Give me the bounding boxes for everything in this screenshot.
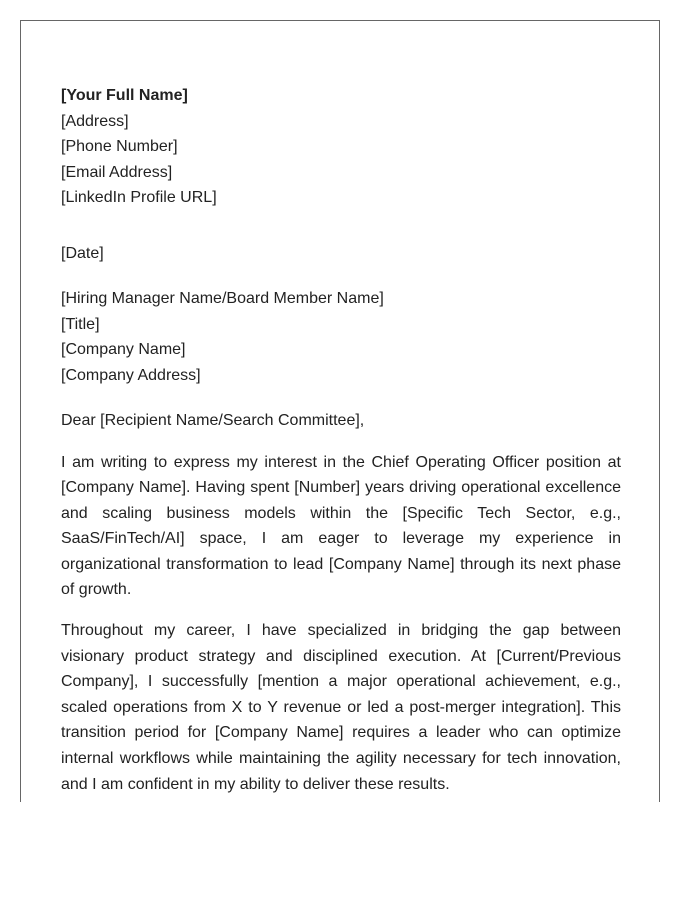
recipient-company: [Company Name] [61,341,186,358]
body-paragraph-2: Throughout my career, I have specialized in bridging the gap between visionary product strategy and disciplined execution. At [Current/Previous Company], I successfully [mention a major operational achievement, e.g., scaled operations from X to Y revenue or led a post-merger integration]. This transition period for [Company Name] requires a leader who can optimize internal workflows while maintaining the agility necessary for tech innovation, and I am confident in my ability to deliver these results. [61,622,621,793]
recipient-title: [Title] [61,315,100,333]
body-paragraph-1: I am writing to express my interest in the Chief Operating Officer position at [Company Name]. Having spent [Number] years driving operational excellence and scaling business models within the [Specific Tech Sector, e.g., SaaS/FinTech/AI] space, I am eager to leverage my experience in organizational transformation to lead [Company Name] through its next phase of growth. [61,453,621,599]
letter-page [20,20,660,802]
sender-email: [Email Address] [61,163,173,181]
salutation: Dear [Recipient Name/Search Committee], [61,412,365,429]
sender-block [61,83,621,211]
sender-linkedin: [LinkedIn Profile URL] [61,189,217,206]
recipient-company-address: [Company Address] [61,366,201,384]
sender-name: [Your Full Name] [61,87,188,104]
recipient-name: [Hiring Manager Name/Board Member Name] [61,290,384,307]
recipient-block [61,286,621,388]
sender-phone: [Phone Number] [61,138,178,155]
sender-address: [Address] [61,112,129,130]
letter-body [61,83,621,797]
letter-date: [Date] [61,244,104,262]
